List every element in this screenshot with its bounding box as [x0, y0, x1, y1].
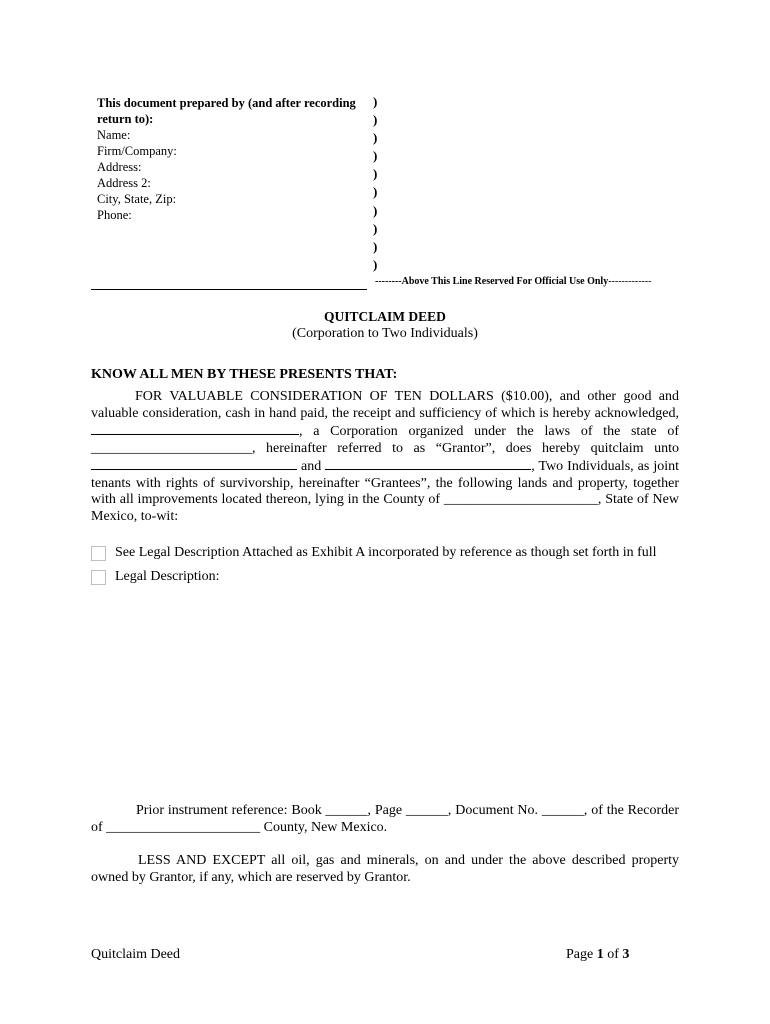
paren: ) — [373, 130, 378, 146]
checkbox-row-legal-description[interactable] — [91, 569, 220, 585]
consideration-text: FOR VALUABLE CONSIDERATION OF TEN DOLLARS ($10.00), and other good and valuable consideration, cash in hand paid, the receipt and sufficiency of which is hereby acknowledged, — [91, 389, 679, 421]
grantee1-name-blank[interactable] — [91, 457, 297, 470]
paren: ) — [373, 220, 378, 236]
grantor-name-blank[interactable] — [91, 422, 299, 435]
paren: ) — [373, 238, 378, 254]
page-current: 1 — [596, 947, 604, 962]
paren: ) — [373, 184, 378, 200]
preparer-field-phone: Phone: — [97, 208, 132, 222]
exhibit-a-label: See Legal Description Attached as Exhibit A incorporated by reference as though set forth in full — [115, 545, 657, 560]
paren: ) — [373, 94, 378, 109]
preparer-field-address2: Address 2: — [97, 176, 151, 190]
know-all-men-heading: KNOW ALL MEN BY THESE PRESENTS THAT: — [91, 367, 398, 382]
document-subtitle: (Corporation to Two Individuals) — [292, 326, 478, 341]
page-total: 3 — [622, 947, 630, 962]
preparer-heading-line1: This document prepared by (and after recording — [97, 96, 356, 110]
reserved-dashes-right: ------------- — [608, 276, 652, 287]
preparer-field-city-state-zip: City, State, Zip: — [97, 192, 177, 206]
preparer-block — [97, 95, 367, 223]
document-title: QUITCLAIM DEED — [324, 309, 446, 324]
paren: ) — [373, 256, 378, 272]
footer-page-number — [566, 947, 629, 963]
preparer-divider-line — [91, 289, 367, 290]
paren: ) — [373, 166, 378, 182]
reserved-notice — [375, 276, 652, 287]
page-of: of — [607, 947, 619, 962]
paren: ) — [373, 148, 378, 164]
legal-description-label: Legal Description: — [115, 569, 220, 584]
prior-instrument-text: Prior instrument reference: Book ______, Page ______, Document No. ______, of the Recorder of ______________________ County, New Mexico. — [91, 803, 679, 835]
checkbox-row-exhibit-a[interactable] — [91, 545, 657, 561]
exhibit-a-checkbox[interactable] — [91, 546, 106, 561]
reserved-text: Above This Line Reserved For Official Use Only — [401, 276, 609, 287]
grantees-text: , Two Individuals, as joint tenants with rights of survivorship, hereinafter “Grantees”, the following lands and property, together with all improvements located thereon, lying in the County of ______________________, State of New Mexico, to-wit: — [91, 459, 680, 524]
preparer-field-name: Name: — [97, 128, 131, 142]
corporation-text: , a Corporation organized under the laws of the state of — [299, 424, 679, 439]
footer-document-name: Quitclaim Deed — [91, 947, 181, 962]
less-and-except-text: LESS AND EXCEPT all oil, gas and minerals, on and under the above described property owned by Grantor, if any, which are reserved by Grantor. — [91, 853, 679, 885]
paren: ) — [373, 112, 378, 128]
consideration-paragraph — [91, 389, 679, 525]
preparer-field-address: Address: — [97, 160, 142, 174]
reserved-dashes-left: -------- — [375, 276, 402, 287]
grantee2-name-blank[interactable] — [325, 457, 531, 470]
legal-description-checkbox[interactable] — [91, 570, 106, 585]
preparer-field-firm: Firm/Company: — [97, 144, 177, 158]
page-label: Page — [566, 947, 594, 962]
less-and-except-paragraph — [91, 853, 679, 886]
grantor-text: _______________________, hereinafter referred to as “Grantor”, does hereby quitclaim unto — [91, 440, 679, 456]
prior-instrument-paragraph — [91, 803, 679, 836]
paren: ) — [373, 202, 378, 218]
preparer-parens-column — [373, 93, 377, 274]
preparer-heading-line2: return to): — [97, 112, 154, 126]
and-text: and — [301, 459, 322, 474]
